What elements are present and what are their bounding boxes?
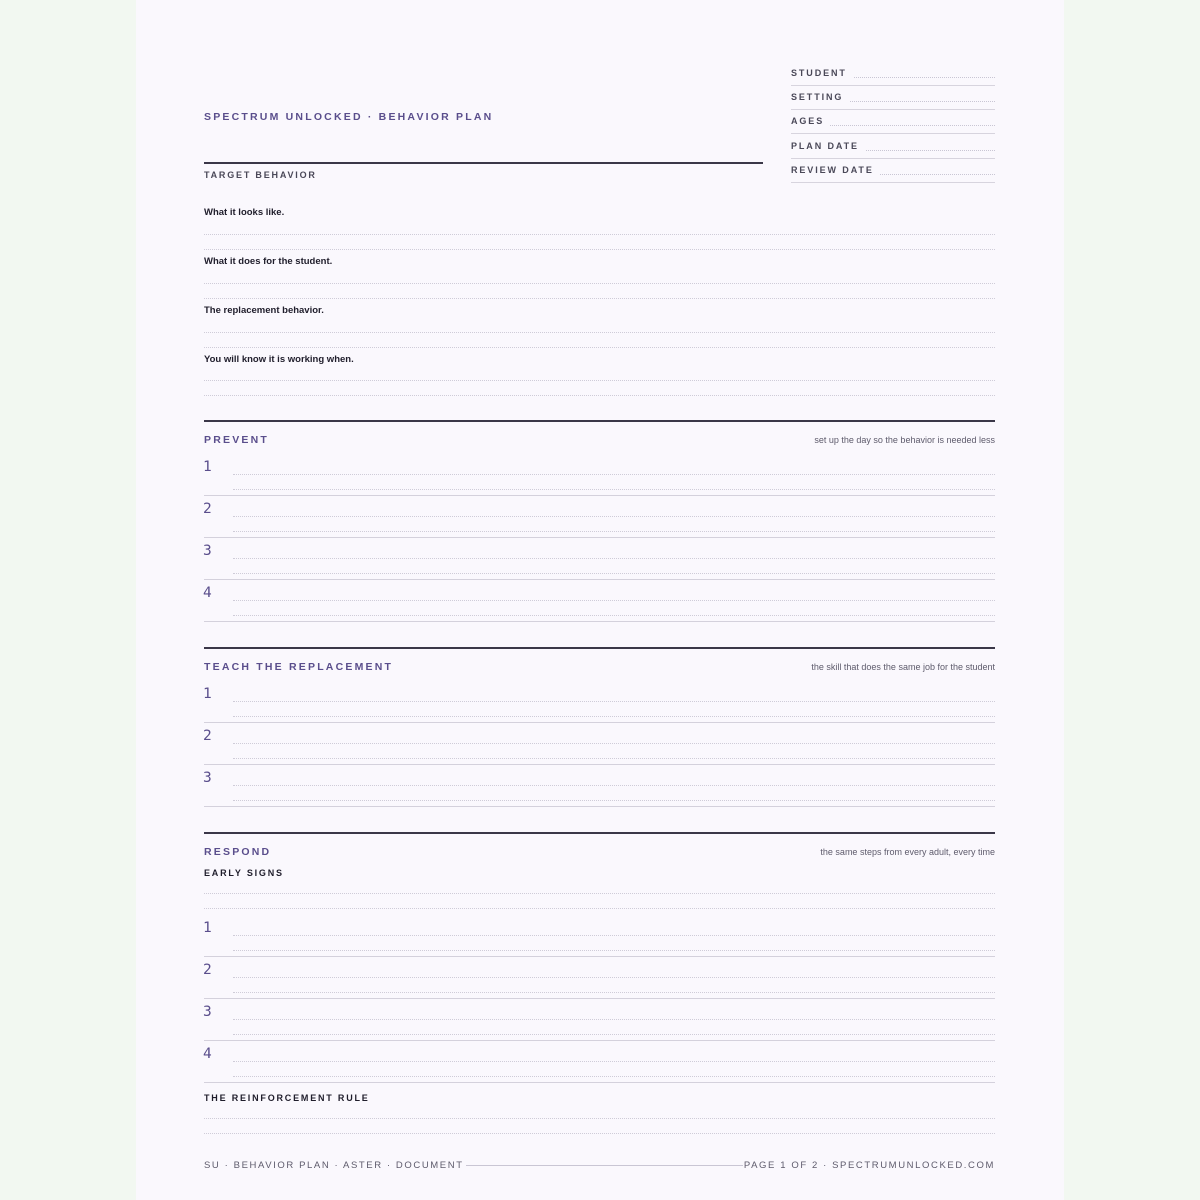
question-function: What it does for the student. — [204, 256, 333, 267]
meta-label-student: STUDENT — [791, 68, 853, 78]
answer-line[interactable] — [233, 758, 995, 759]
answer-line[interactable] — [204, 395, 995, 396]
respond-item-number: 2 — [203, 962, 212, 978]
row-divider — [204, 806, 995, 807]
answer-line[interactable] — [204, 283, 995, 284]
title-rule — [204, 162, 763, 164]
answer-line[interactable] — [233, 1034, 995, 1035]
teach-item-number: 2 — [203, 728, 212, 744]
answer-line[interactable] — [233, 935, 995, 936]
answer-line[interactable] — [233, 558, 995, 559]
answer-line[interactable] — [204, 893, 995, 894]
answer-line[interactable] — [233, 531, 995, 532]
meta-label-ages: AGES — [791, 116, 830, 126]
answer-line[interactable] — [204, 347, 995, 348]
footer-page-info: PAGE 1 OF 2 · SPECTRUMUNLOCKED.COM — [743, 1160, 995, 1171]
answer-line[interactable] — [233, 701, 995, 702]
section-note-respond: the same steps from every adult, every time — [820, 847, 995, 857]
answer-line[interactable] — [233, 615, 995, 616]
meta-field-review-date[interactable] — [791, 165, 995, 179]
section-rule — [204, 647, 995, 649]
prevent-item-number: 1 — [203, 459, 212, 475]
answer-line[interactable] — [204, 298, 995, 299]
section-rule — [204, 832, 995, 834]
answer-line[interactable] — [233, 474, 995, 475]
row-divider — [204, 764, 995, 765]
question-working-when: You will know it is working when. — [204, 354, 354, 365]
teach-item-number: 1 — [203, 686, 212, 702]
answer-line[interactable] — [204, 1133, 995, 1134]
section-title-respond: RESPOND — [204, 846, 272, 858]
row-divider — [204, 722, 995, 723]
answer-line[interactable] — [204, 908, 995, 909]
section-title-teach: TEACH THE REPLACEMENT — [204, 661, 394, 673]
answer-line[interactable] — [233, 800, 995, 801]
footer-left-text: SU · BEHAVIOR PLAN · ASTER · DOCUMENT — [204, 1160, 464, 1171]
respond-item-number: 4 — [203, 1046, 212, 1062]
question-looks-like: What it looks like. — [204, 207, 285, 218]
answer-line[interactable] — [204, 234, 995, 235]
row-divider — [204, 1040, 995, 1041]
meta-label-plan-date: PLAN DATE — [791, 141, 865, 151]
meta-field-student[interactable] — [791, 68, 995, 82]
answer-line[interactable] — [233, 489, 995, 490]
answer-line[interactable] — [233, 743, 995, 744]
answer-line[interactable] — [233, 573, 995, 574]
answer-line[interactable] — [233, 785, 995, 786]
section-note-prevent: set up the day so the behavior is needed less — [814, 435, 995, 445]
row-divider — [204, 621, 995, 622]
answer-line[interactable] — [233, 950, 995, 951]
prevent-item-number: 3 — [203, 543, 212, 559]
question-replacement: The replacement behavior. — [204, 305, 324, 316]
respond-item-number: 1 — [203, 920, 212, 936]
teach-item-number: 3 — [203, 770, 212, 786]
prevent-item-number: 2 — [203, 501, 212, 517]
section-rule — [204, 420, 995, 422]
meta-field-ages[interactable] — [791, 116, 995, 130]
row-divider — [204, 956, 995, 957]
answer-line[interactable] — [233, 600, 995, 601]
reinforcement-rule-label: THE REINFORCEMENT RULE — [204, 1093, 370, 1103]
answer-line[interactable] — [233, 1076, 995, 1077]
row-divider — [204, 495, 995, 496]
row-divider — [204, 579, 995, 580]
answer-line[interactable] — [233, 1061, 995, 1062]
section-note-teach: the skill that does the same job for the student — [811, 662, 995, 672]
worksheet-page — [136, 0, 1064, 1200]
meta-label-setting: SETTING — [791, 92, 849, 102]
answer-line[interactable] — [204, 380, 995, 381]
respond-item-number: 3 — [203, 1004, 212, 1020]
early-signs-label: EARLY SIGNS — [204, 868, 284, 878]
answer-line[interactable] — [233, 1019, 995, 1020]
answer-line[interactable] — [204, 332, 995, 333]
meta-field-setting[interactable] — [791, 92, 995, 106]
prevent-item-number: 4 — [203, 585, 212, 601]
brand-title: SPECTRUM UNLOCKED · BEHAVIOR PLAN — [204, 111, 494, 123]
footer-rule — [466, 1165, 743, 1166]
row-divider — [204, 1082, 995, 1083]
meta-field-plan-date[interactable] — [791, 141, 995, 155]
row-divider — [204, 998, 995, 999]
answer-line[interactable] — [204, 1118, 995, 1119]
section-title-prevent: PREVENT — [204, 434, 269, 446]
answer-line[interactable] — [204, 249, 995, 250]
meta-label-review-date: REVIEW DATE — [791, 165, 880, 175]
answer-line[interactable] — [233, 716, 995, 717]
answer-line[interactable] — [233, 516, 995, 517]
row-divider — [204, 537, 995, 538]
answer-line[interactable] — [233, 977, 995, 978]
answer-line[interactable] — [233, 992, 995, 993]
target-behavior-kicker: TARGET BEHAVIOR — [204, 170, 317, 180]
